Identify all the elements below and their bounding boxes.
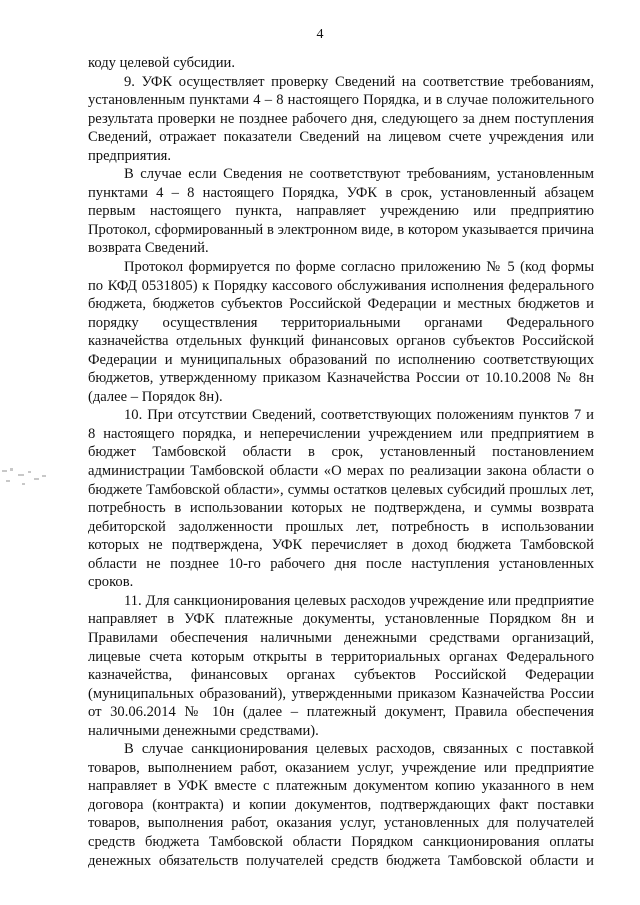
scan-artifact [0,466,52,488]
paragraph-continuation: коду целевой субсидии. [88,55,235,71]
paragraph-item-11: 11. Для санкционирования целевых расходов учреждение или предприятие направляет в УФК платежные документы, установленные Порядком 8н и Правилами обеспечения наличными денежными средствами организаций, лицевые счета которым открыты в территориальных органах Федерального казначейства, финансовых органах субъектов Российской Федерации (муниципальных образований), утвержденными приказом Казначейства России от 30.06.2014 № 10н (далее – платежный документ, Правила обеспечения наличными денежными средствами). [88,592,594,739]
paragraph-item-11-supply: В случае санкционирования целевых расходов, связанных с поставкой товаров, выполнением работ, оказанием услуг, учреждение или предприятие направляет в УФК вместе с платежным документом копию указанного в нем договора (контракта) и копии документов, подтверждающих факт поставки товаров, выполнения работ, оказания услуг, установленных для получателей средств бюджета Тамбовской области Порядком санкционирования оплаты денежных обязательств получателей средств бюджета Тамбовской области и [88,741,594,869]
paragraph-item-10: 10. При отсутствии Сведений, соответствующих положениям пунктов 7 и 8 настоящего порядка, и неперечислении учреждением или предприятием в бюджет Тамбовской области в срок, установленный постановлением администрации Тамбовской области «О мерах по реализации закона области о бюджете Тамбовской области», суммы остатков целевых субсидий прошлых лет, потребность в использовании которых не подтверждена, и суммы возврата дебиторской задолженности прошлых лет, потребность в использовании которых не подтверждена, УФК перечисляет в доход бюджета Тамбовской области не позднее 10-го рабочего дня после наступления установленных сроков. [88,407,594,591]
paragraph-item-9-rejection: В случае если Сведения не соответствуют требованиям, установленным пунктами 4 – 8 настоящего Порядка, УФК в срок, установленный абзацем первым настоящего пункта, направляет учреждению или предприятию Протокол, сформированный в электронном виде, в котором указывается причина возврата Сведений. [88,166,594,257]
document-body [88,54,594,870]
page-number: 4 [316,27,324,42]
paragraph-protocol-form: Протокол формируется по форме согласно приложению № 5 (код формы по КФД 0531805) к Порядку кассового обслуживания исполнения федерального бюджета, бюджетов субъектов Российской Федерации и местных бюджетов и порядку осуществления территориальными органами Федерального казначейства отдельных функций финансовых органов субъектов Российской Федерации и муниципальных образований по исполнению соответствующих бюджетов, утвержденному приказом Казначейства России от 10.10.2008 № 8н (далее – Порядок 8н). [88,259,594,405]
paragraph-item-9: 9. УФК осуществляет проверку Сведений на соответствие требованиям, установленным пунктами 4 – 8 настоящего Порядка, и в случае положительного результата проверки не позднее рабочего дня, следующего за днем поступления Сведений, отражает показатели Сведений на лицевом счете учреждения или предприятия. [88,73,594,164]
